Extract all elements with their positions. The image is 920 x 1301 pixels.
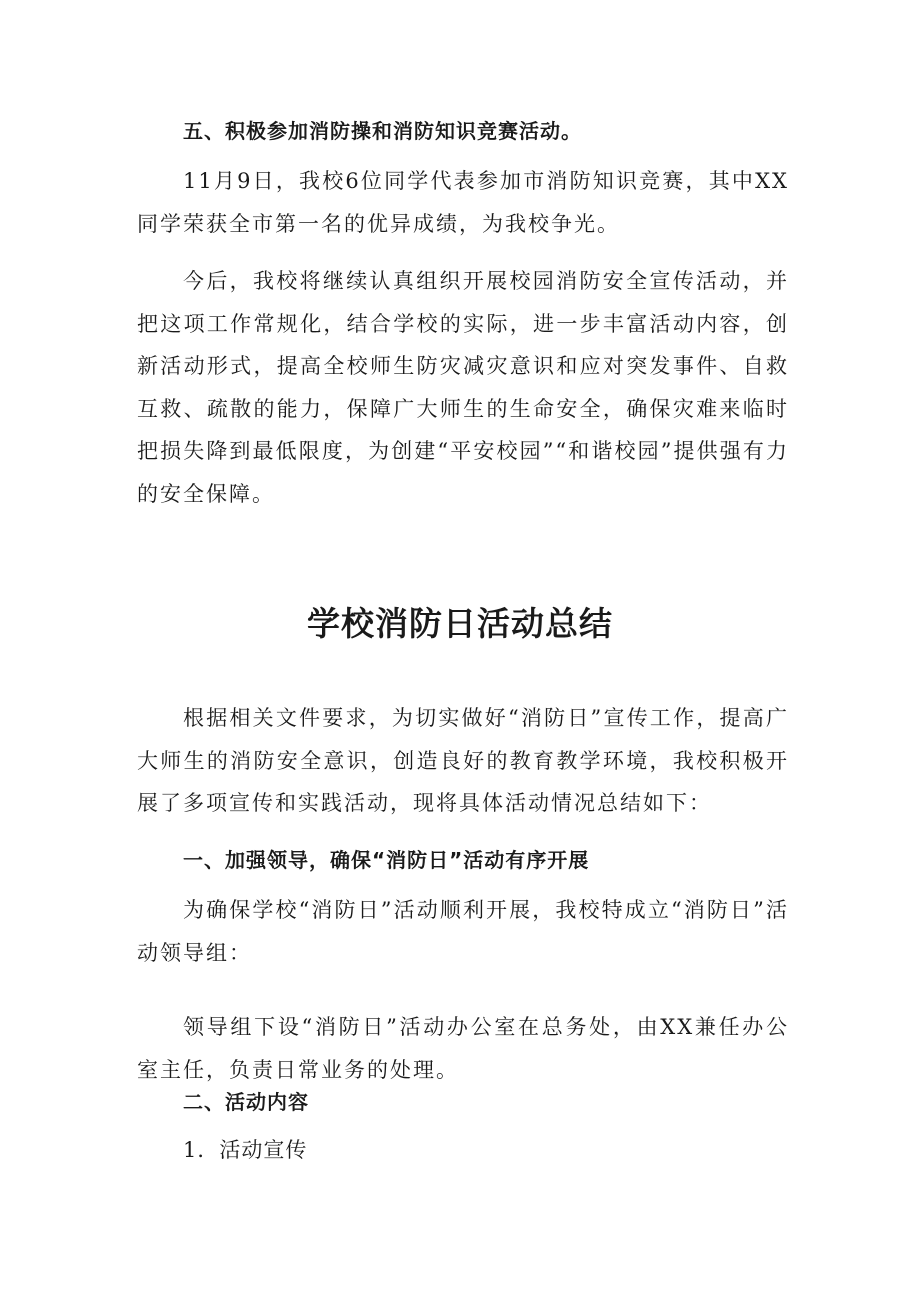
section-1-heading: 一、加强领导，确保“消防日”活动有序开展 bbox=[183, 848, 590, 872]
section-5-paragraph-1: 11月9日，我校6位同学代表参加市消防知识竞赛，其中XX同学荣获全市第一名的优异成绩，为我校争光。 bbox=[137, 169, 789, 236]
section-5-heading: 五、积极参加消防操和消防知识竞赛活动。 bbox=[183, 119, 582, 143]
section-1-paragraph-2: 领导组下设“消防日”活动办公室在总务处，由XX兼任办公室主任，负责日常业务的处理。 bbox=[137, 1015, 789, 1082]
section-5-paragraph-2: 今后，我校将继续认真组织开展校园消防安全宣传活动，并把这项工作常规化，结合学校的实际，进一步丰富活动内容，创新活动形式，提高全校师生防灾减灾意识和应对突发事件、自救互救、疏散的能力，保障广大师生的生命安全，确保灾难来临时把损失降到最低限度，为创建“平安校园”“和谐校园”提供强有力的安全保障。 bbox=[137, 269, 789, 506]
intro-paragraph: 根据相关文件要求，为切实做好“消防日”宣传工作，提高广大师生的消防安全意识，创造良好的教育教学环境，我校积极开展了多项宣传和实践活动，现将具体活动情况总结如下： bbox=[137, 706, 789, 815]
document-title: 学校消防日活动总结 bbox=[307, 604, 613, 643]
section-1-paragraph-1: 为确保学校“消防日”活动顺利开展，我校特成立“消防日”活动领导组： bbox=[137, 898, 789, 965]
section-2-heading: 二、活动内容 bbox=[183, 1090, 309, 1114]
section-2-item-1: 1．活动宣传 bbox=[183, 1138, 308, 1162]
